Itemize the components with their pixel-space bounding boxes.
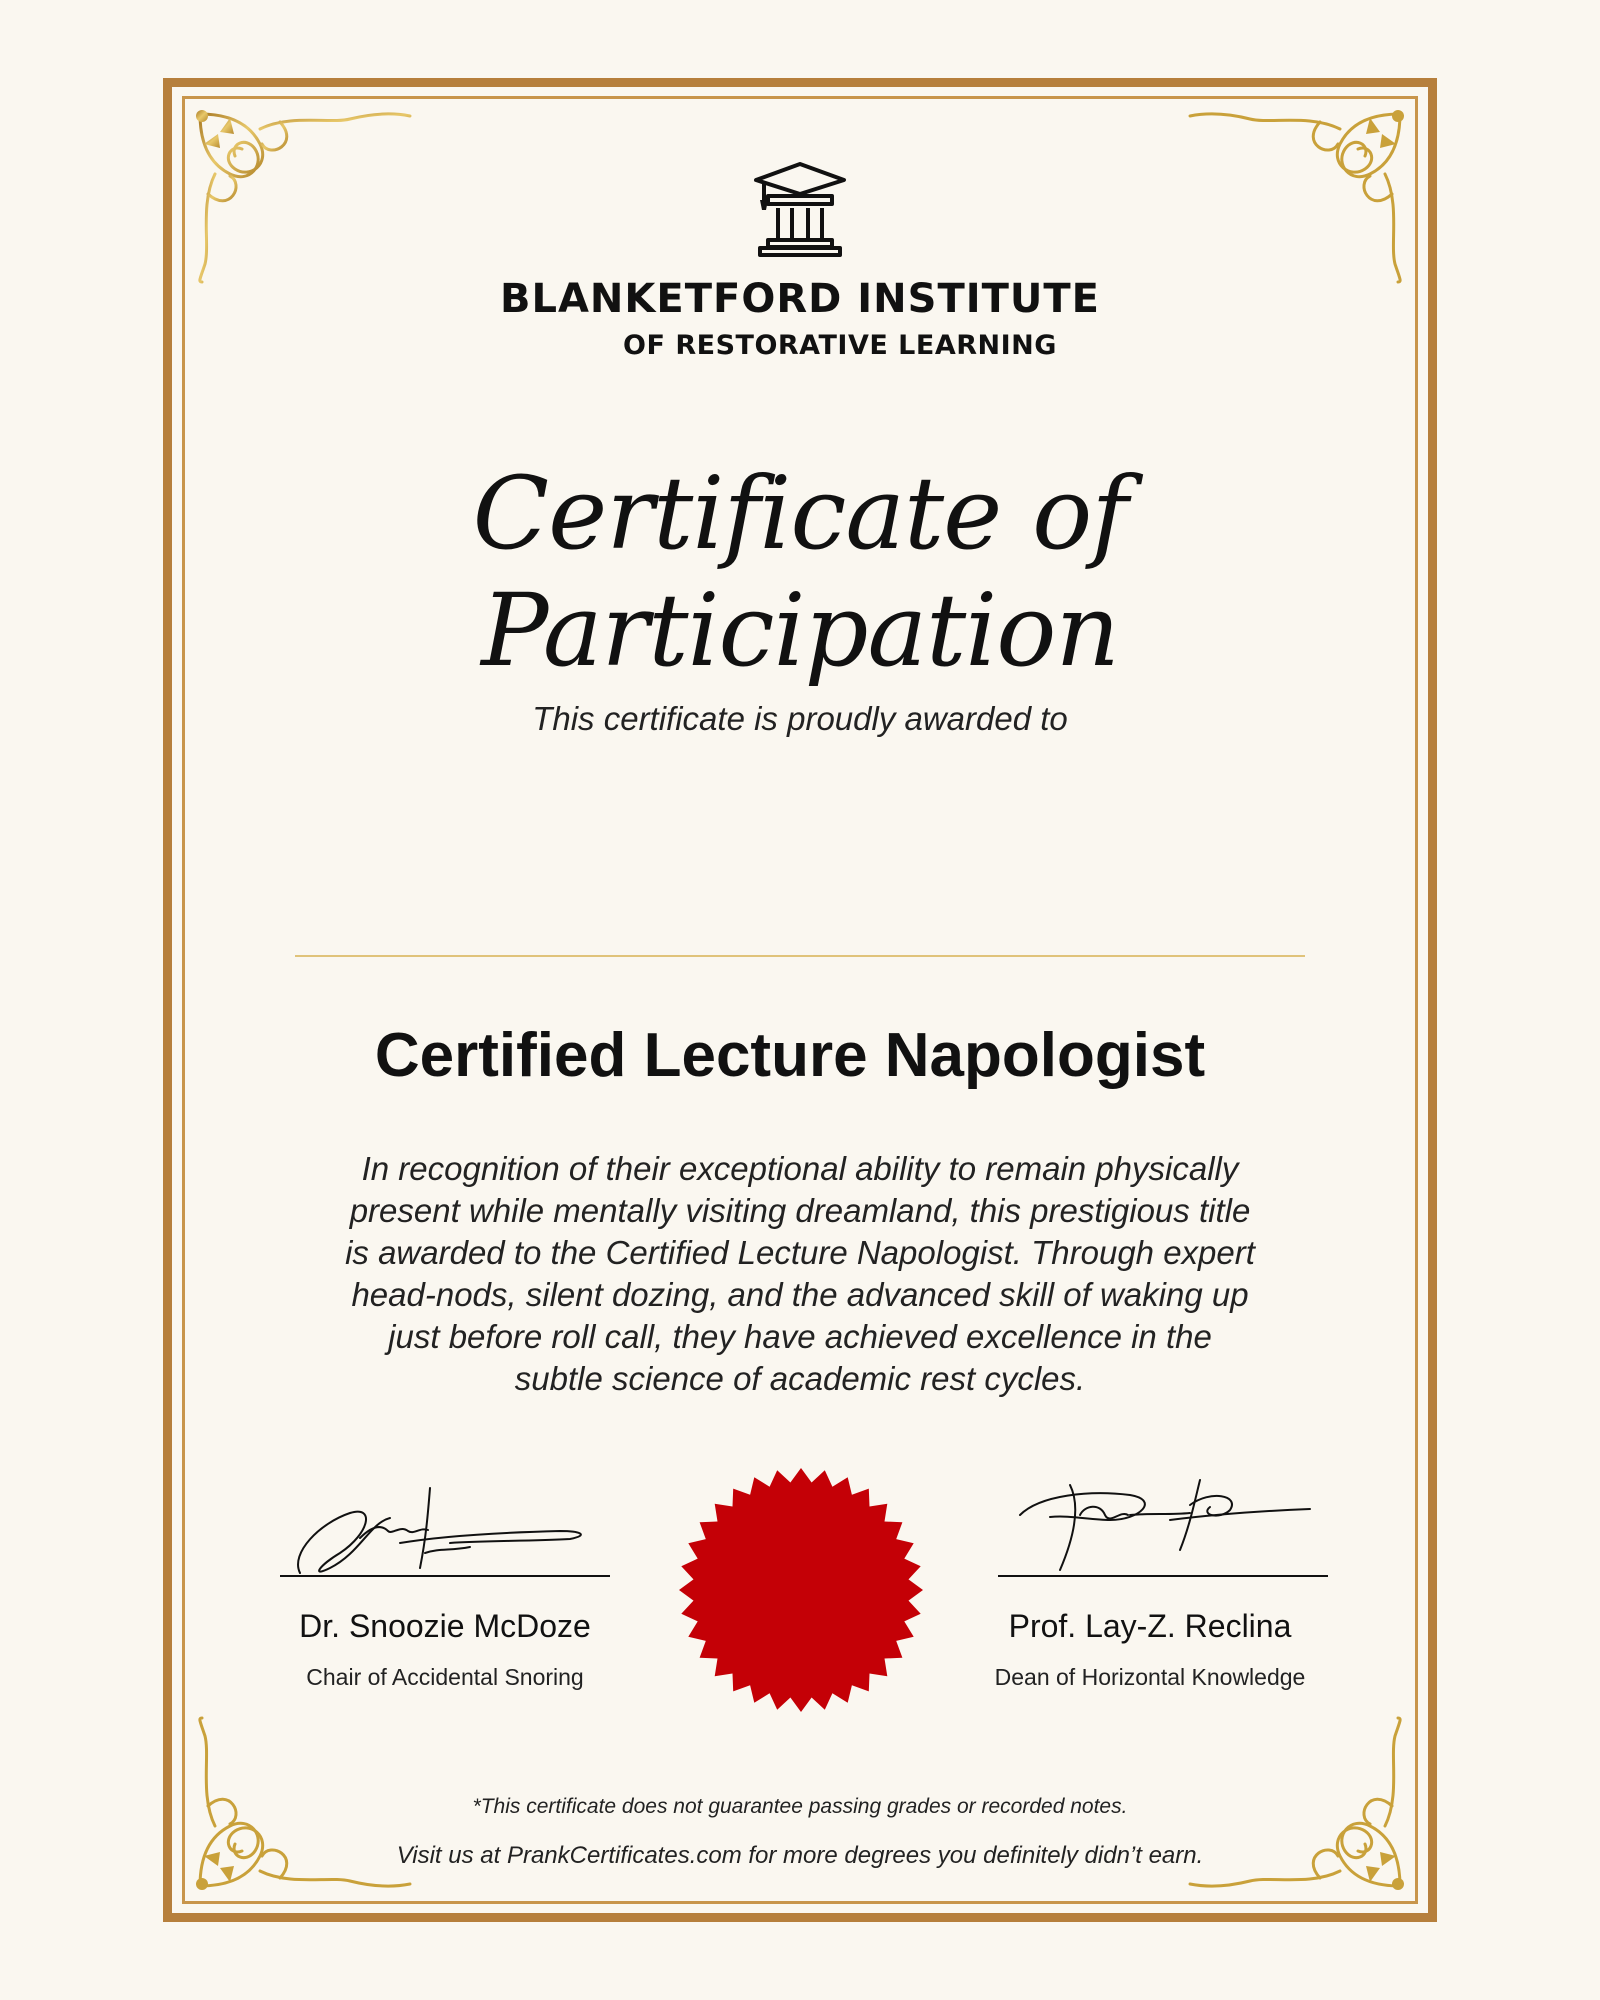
awarded-to-text: This certificate is proudly awarded to <box>532 700 1068 737</box>
honor-title: Certified Lecture Napologist <box>374 1021 1206 1090</box>
red-seal-icon <box>676 1465 926 1715</box>
corner-flourish-icon <box>190 104 420 284</box>
signer-name-left: Dr. Snoozie McDoze <box>299 1608 591 1644</box>
signature-line-left <box>280 1575 610 1577</box>
certificate-title: Certificate of Participation <box>472 455 1128 689</box>
footer-visit-text: Visit us at PrankCertificates.com for more degrees you definitely didn’t earn. <box>396 1842 1204 1869</box>
signer-role-right: Dean of Horizontal Knowledge <box>994 1664 1306 1690</box>
institution-name: BLANKETFORD INSTITUTE <box>500 276 1100 322</box>
signature-line-right <box>998 1575 1328 1577</box>
corner-flourish-icon <box>1180 104 1410 284</box>
institution-subtitle: OF RESTORATIVE LEARNING <box>623 330 1057 361</box>
footer-disclaimer: *This certificate does not guarantee passing grades or recorded notes. <box>472 1795 1128 1818</box>
recipient-name-line <box>295 955 1305 957</box>
signature-right <box>1010 1475 1330 1575</box>
graduation-building-icon <box>746 158 854 258</box>
signer-role-left: Chair of Accidental Snoring <box>306 1664 584 1690</box>
certificate-body-text: In recognition of their exceptional ability to remain physically present while mentally visiting dreamland, this prestigious title is awarded to the Certified Lecture Napologist. Through expert head-nods, silent dozing, and the advanced skill of waking up just before roll call, they have achieved excellence in the subtle science of academic rest cycles. <box>345 1150 1255 1397</box>
signature-left <box>280 1483 600 1583</box>
signer-name-right: Prof. Lay-Z. Reclina <box>1008 1608 1292 1644</box>
